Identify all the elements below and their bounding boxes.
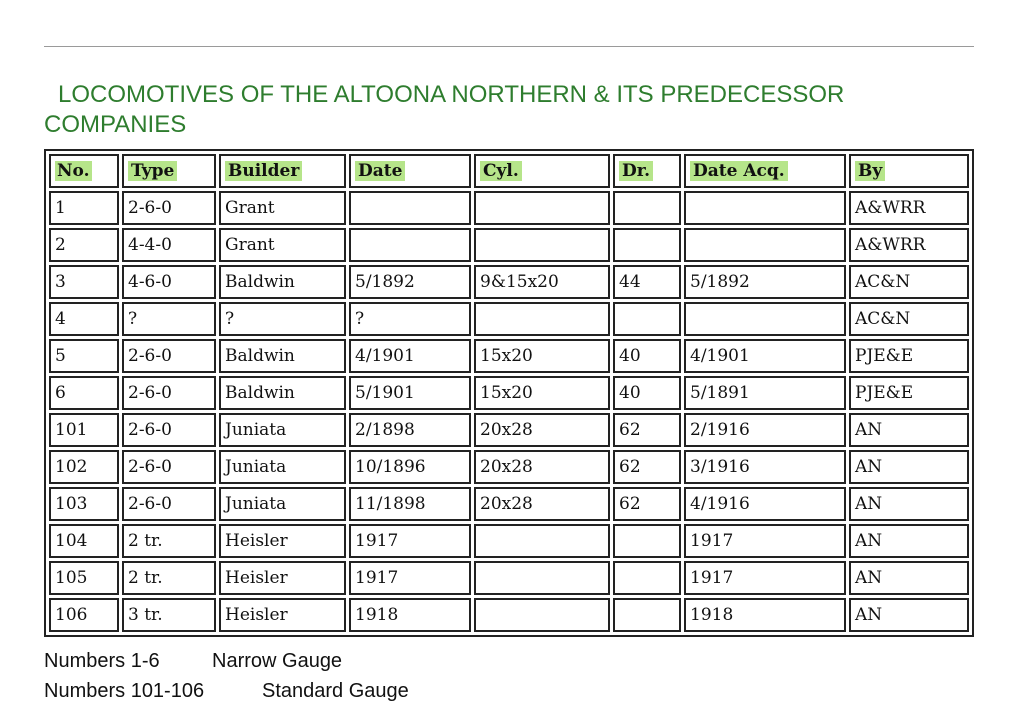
table-row [49,450,969,484]
cell-dr [613,561,681,595]
cell-type: 4-4-0 [122,228,216,262]
cell-date-acq: 1917 [684,561,846,595]
cell-by: AN [849,561,969,595]
table-row [49,524,969,558]
title-line-1: LOCOMOTIVES OF THE ALTOONA NORTHERN & ITS PREDECESSOR [58,81,845,108]
cell-builder: ? [219,302,346,336]
header-builder: Builder [219,154,346,188]
cell-date-acq [684,228,846,262]
cell-cyl: 20x28 [474,487,610,521]
cell-no: 104 [49,524,119,558]
header-by: By [849,154,969,188]
table-header-row [49,154,969,188]
cell-date-acq: 3/1916 [684,450,846,484]
gauge-notes [44,646,409,706]
cell-dr: 40 [613,376,681,410]
title-line-2: COMPANIES [44,111,187,138]
header-no: No. [49,154,119,188]
cell-type: 3 tr. [122,598,216,632]
cell-type: 2-6-0 [122,413,216,447]
cell-builder: Grant [219,191,346,225]
header-dr: Dr. [613,154,681,188]
cell-cyl: 9&15x20 [474,265,610,299]
cell-type: ? [122,302,216,336]
cell-no: 1 [49,191,119,225]
cell-cyl [474,524,610,558]
cell-no: 106 [49,598,119,632]
cell-date-acq [684,302,846,336]
cell-cyl [474,228,610,262]
cell-no: 6 [49,376,119,410]
cell-date: 5/1901 [349,376,471,410]
note-gauge: Narrow Gauge [212,650,343,672]
cell-by: AN [849,487,969,521]
cell-type: 2-6-0 [122,339,216,373]
table-row [49,302,969,336]
cell-by: PJE&E [849,339,969,373]
cell-type: 2 tr. [122,561,216,595]
cell-date-acq: 5/1891 [684,376,846,410]
cell-by: A&WRR [849,191,969,225]
cell-date-acq: 5/1892 [684,265,846,299]
cell-dr [613,598,681,632]
cell-date-acq: 1917 [684,524,846,558]
cell-date-acq: 4/1916 [684,487,846,521]
table-row [49,376,969,410]
cell-dr: 62 [613,487,681,521]
cell-no: 101 [49,413,119,447]
cell-cyl: 20x28 [474,450,610,484]
table-row [49,413,969,447]
cell-date: 4/1901 [349,339,471,373]
note-numbers: Numbers 101-106 [44,680,205,702]
cell-date-acq: 2/1916 [684,413,846,447]
note-numbers: Numbers 1-6 [44,650,160,672]
cell-by: AN [849,450,969,484]
cell-builder: Baldwin [219,265,346,299]
cell-no: 105 [49,561,119,595]
cell-builder: Juniata [219,413,346,447]
cell-no: 5 [49,339,119,373]
header-type: Type [122,154,216,188]
cell-builder: Heisler [219,561,346,595]
cell-builder: Heisler [219,598,346,632]
cell-type: 2-6-0 [122,487,216,521]
cell-cyl [474,598,610,632]
cell-date-acq: 4/1901 [684,339,846,373]
note-narrow-gauge [44,646,409,676]
table-row [49,191,969,225]
cell-cyl [474,561,610,595]
cell-type: 2 tr. [122,524,216,558]
cell-no: 3 [49,265,119,299]
cell-date: 2/1898 [349,413,471,447]
cell-date-acq: 1918 [684,598,846,632]
cell-builder: Baldwin [219,339,346,373]
cell-no: 103 [49,487,119,521]
cell-dr [613,191,681,225]
cell-builder: Juniata [219,450,346,484]
header-cyl: Cyl. [474,154,610,188]
cell-date: ? [349,302,471,336]
cell-builder: Heisler [219,524,346,558]
header-date-acq: Date Acq. [684,154,846,188]
cell-date: 5/1892 [349,265,471,299]
cell-builder: Grant [219,228,346,262]
cell-date: 1917 [349,561,471,595]
cell-date [349,228,471,262]
cell-dr: 62 [613,413,681,447]
note-gauge: Standard Gauge [262,680,409,702]
cell-dr: 40 [613,339,681,373]
cell-cyl: 20x28 [474,413,610,447]
cell-no: 4 [49,302,119,336]
table-row [49,265,969,299]
cell-date: 11/1898 [349,487,471,521]
cell-dr [613,524,681,558]
table-row [49,487,969,521]
cell-cyl [474,302,610,336]
top-divider [44,46,974,47]
cell-by: AN [849,413,969,447]
cell-cyl: 15x20 [474,339,610,373]
cell-by: AC&N [849,302,969,336]
table-row [49,228,969,262]
cell-dr: 62 [613,450,681,484]
cell-no: 102 [49,450,119,484]
cell-type: 4-6-0 [122,265,216,299]
cell-builder: Baldwin [219,376,346,410]
cell-dr: 44 [613,265,681,299]
cell-date-acq [684,191,846,225]
cell-date [349,191,471,225]
page-title [44,80,944,140]
cell-dr [613,302,681,336]
cell-type: 2-6-0 [122,191,216,225]
cell-cyl [474,191,610,225]
header-date: Date [349,154,471,188]
cell-by: AN [849,524,969,558]
cell-date: 1918 [349,598,471,632]
cell-date: 10/1896 [349,450,471,484]
table-row [49,339,969,373]
locomotive-table [44,149,974,637]
cell-cyl: 15x20 [474,376,610,410]
cell-by: AC&N [849,265,969,299]
table-row [49,598,969,632]
cell-dr [613,228,681,262]
cell-builder: Juniata [219,487,346,521]
cell-type: 2-6-0 [122,376,216,410]
cell-date: 1917 [349,524,471,558]
cell-type: 2-6-0 [122,450,216,484]
cell-by: A&WRR [849,228,969,262]
table-row [49,561,969,595]
cell-by: AN [849,598,969,632]
note-standard-gauge [44,676,409,706]
cell-no: 2 [49,228,119,262]
cell-by: PJE&E [849,376,969,410]
